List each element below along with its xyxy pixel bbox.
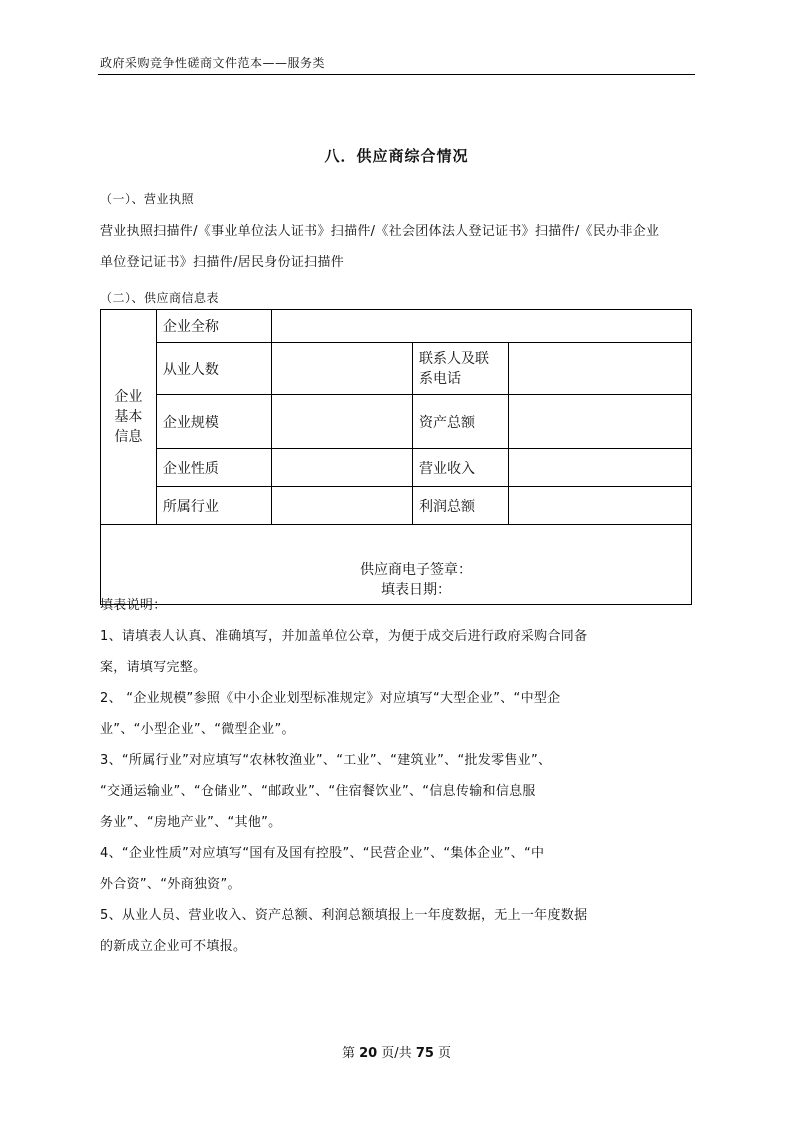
business-license-paragraph <box>100 216 700 278</box>
footer-suffix: 页 <box>433 1046 452 1061</box>
side-label-line: 企业 <box>114 389 143 405</box>
company-name-field[interactable] <box>272 310 692 343</box>
assets-label: 资产总额 <box>412 395 508 449</box>
note-line: 4、“企业性质”对应填写“国有及国有控股”、“民营企业”、“集体企业”、“中 <box>100 846 545 861</box>
side-label-line: 基本 <box>114 409 143 425</box>
page-footer <box>0 1042 793 1061</box>
profit-label: 利润总额 <box>412 487 508 525</box>
note-line: 的新成立企业可不填报。 <box>100 939 247 954</box>
note-line: 外合资”、“外商独资”。 <box>100 877 241 892</box>
footer-prefix: 第 <box>341 1046 360 1061</box>
section-heading-business-license: （一）、营业执照 <box>100 192 195 206</box>
scale-label: 企业规模 <box>156 395 272 449</box>
page-title: 八．供应商综合情况 <box>324 147 469 165</box>
note-line: 务业”、“房地产业”、“其他”。 <box>100 815 282 830</box>
total-pages-number: 75 <box>415 1046 434 1061</box>
header-divider <box>98 74 695 75</box>
signature-label: 供应商电子签章： <box>360 562 472 578</box>
footer-middle: 页/共 <box>377 1046 416 1061</box>
note-line: 5、从业人员、营业收入、资产总额、利润总额填报上一年度数据，无上一年度数据 <box>100 908 588 923</box>
industry-label: 所属行业 <box>156 487 272 525</box>
current-page-number: 20 <box>359 1046 378 1061</box>
nature-label: 企业性质 <box>156 449 272 487</box>
employees-field[interactable] <box>272 343 412 395</box>
note-line: 3、“所属行业”对应填写“农林牧渔业”、“工业”、“建筑业”、“批发零售业”、 <box>100 753 552 768</box>
section-heading-supplier-info: （二）、供应商信息表 <box>100 291 220 305</box>
revenue-label: 营业收入 <box>412 449 508 487</box>
nature-field[interactable] <box>272 449 412 487</box>
company-name-label: 企业全称 <box>156 310 272 343</box>
industry-field[interactable] <box>272 487 412 525</box>
note-line: 2、 “企业规模”参照《中小企业划型标准规定》对应填写“大型企业”、“中型企 <box>100 691 561 706</box>
employees-label: 从业人数 <box>156 343 272 395</box>
supplier-info-table <box>100 309 692 605</box>
basic-info-side-label <box>101 310 157 525</box>
fill-date-label: 填表日期： <box>381 582 451 598</box>
paragraph-line: 营业执照扫描件/《事业单位法人证书》扫描件/《社会团体法人登记证书》扫描件/《民办非企业 <box>100 224 660 239</box>
scale-field[interactable] <box>272 395 412 449</box>
contact-label <box>412 343 508 395</box>
assets-field[interactable] <box>508 395 691 449</box>
running-header: 政府采购竞争性磋商文件范本——服务类 <box>100 56 326 70</box>
notes-block <box>100 621 700 962</box>
notes-heading: 填表说明： <box>100 598 167 613</box>
contact-field[interactable] <box>508 343 691 395</box>
revenue-field[interactable] <box>508 449 691 487</box>
paragraph-line: 单位登记证书》扫描件/居民身份证扫描件 <box>100 255 345 270</box>
contact-label-line: 系电话 <box>418 370 461 387</box>
side-label-line: 信息 <box>114 429 143 445</box>
note-line: 1、请填表人认真、准确填写，并加盖单位公章，为便于成交后进行政府采购合同备 <box>100 629 588 644</box>
note-line: 业”、“小型企业”、“微型企业”。 <box>100 722 295 737</box>
note-line: “交通运输业”、“仓储业”、“邮政业”、“住宿餐饮业”、“信息传输和信息服 <box>100 784 536 799</box>
contact-label-line: 联系人及联 <box>418 350 489 367</box>
profit-field[interactable] <box>508 487 691 525</box>
note-line: 案，请填写完整。 <box>100 660 207 675</box>
